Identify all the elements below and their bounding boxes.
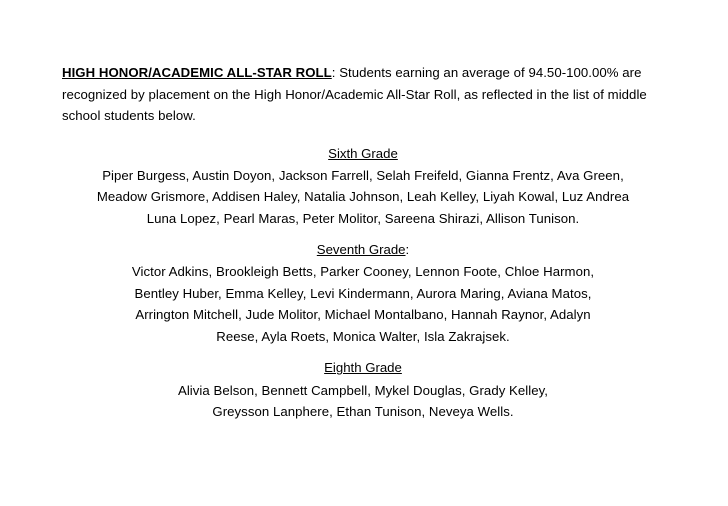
section-title-seventh (62, 239, 664, 260)
section-title-sixth-text: Sixth Grade (328, 145, 398, 161)
section-title-seventh-suffix: : (405, 242, 410, 258)
section-title-eighth-text: Eighth Grade (324, 360, 402, 376)
section-title-eighth (62, 357, 664, 378)
name-list-sixth: Piper Burgess, Austin Doyon, Jackson Farrell, Selah Freifeld, Gianna Frentz, Ava Green, Meadow Grismore, Addisen Haley, Natalia Johnson, Leah Kelley, Liyah Kowal, Luz Andrea Luna Lopez, Pearl Maras, Peter Molitor, Sareena Shirazi, Allison Tunison. (96, 167, 630, 226)
intro-body: : Students earning an average of 94.50-100.00% are recognized by placement on the High Honor/Academic All-Star Roll, as reflected in the list of middle school students below. (62, 65, 647, 124)
name-list-eighth: Alivia Belson, Bennett Campbell, Mykel Douglas, Grady Kelley, Greysson Lanphere, Ethan Tunison, Neveya Wells. (177, 382, 549, 420)
section-sixth-grade (62, 143, 664, 230)
section-eighth-grade (62, 357, 664, 422)
intro-paragraph (62, 62, 664, 127)
section-title-seventh-text: Seventh Grade (316, 242, 406, 258)
section-seventh-grade (62, 239, 664, 347)
section-title-sixth (62, 143, 664, 164)
name-list-seventh: Victor Adkins, Brookleigh Betts, Parker Cooney, Lennon Foote, Chloe Harmon, Bentley Huber, Emma Kelley, Levi Kindermann, Aurora Maring, Aviana Matos, Arrington Mitchell, Jude Molitor, Michael Montalbano, Hannah Raynor, Adalyn Reese, Ayla Roets, Monica Walter, Isla Zakrajsek. (131, 264, 595, 344)
intro-heading: HIGH HONOR/ACADEMIC ALL-STAR ROLL (62, 65, 332, 80)
